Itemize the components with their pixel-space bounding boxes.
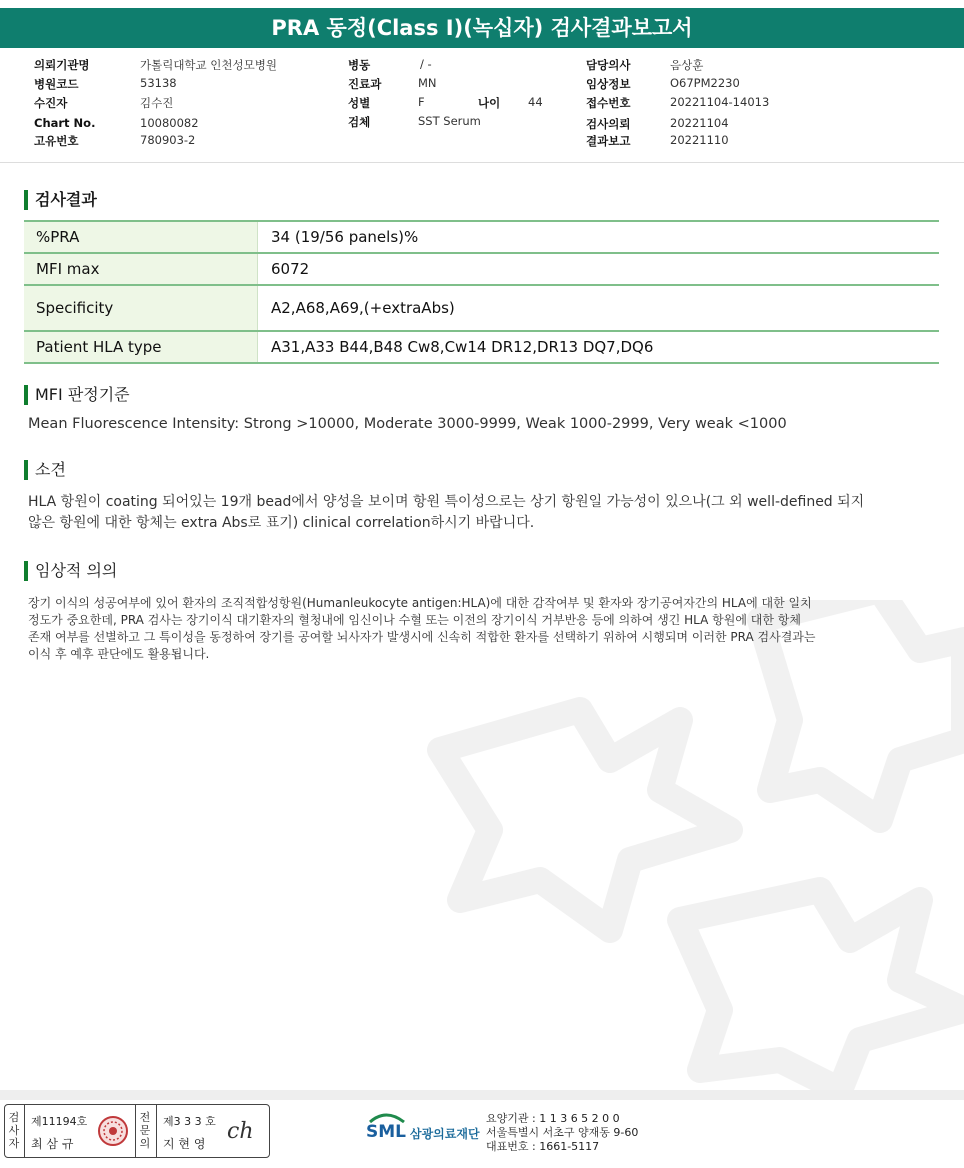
ward-value: / -: [420, 57, 432, 71]
result-key: Specificity: [24, 286, 258, 330]
request-date-value: 20221104: [670, 116, 729, 130]
tester-label-char: 검: [8, 1111, 20, 1124]
tester-label-char: 사: [8, 1124, 20, 1137]
chart-value: 10080082: [140, 116, 199, 130]
code-label: 병원코드: [34, 77, 79, 91]
tester-license-no: 제11194호: [31, 1115, 88, 1128]
age-value: 44: [528, 95, 543, 109]
clinical-info-value: O67PM2230: [670, 76, 740, 90]
watermark-puzzle-shapes: [380, 600, 964, 1090]
handwritten-signature: ch: [227, 1119, 254, 1144]
official-seal-icon: [97, 1115, 129, 1147]
patient-info-block: [0, 54, 964, 162]
patient-label: 수진자: [34, 96, 68, 110]
sex-label: 성별: [348, 96, 371, 110]
reviewer-label-char: 문: [139, 1124, 151, 1137]
specimen-label: 검체: [348, 115, 371, 129]
doctor-label: 담당의사: [586, 58, 631, 72]
report-title: PRA 동정(Class I)(녹십자) 검사결과보고서: [0, 8, 964, 48]
results-table: [24, 220, 939, 364]
tester-name: 최 삼 규: [31, 1137, 74, 1151]
mfi-heading: MFI 판정기준: [24, 385, 130, 405]
result-key: %PRA: [24, 222, 258, 252]
organization-name: 삼광의료재단: [410, 1127, 480, 1141]
mfi-criteria-text: Mean Fluorescence Intensity: Strong >10000, Moderate 3000-9999, Weak 1000-2999, Very weak <1000: [28, 416, 787, 432]
result-value: 34 (19/56 panels)%: [271, 228, 419, 246]
report-date-value: 20221110: [670, 133, 729, 147]
signature-separator: [24, 1105, 25, 1157]
request-date-label: 검사의뢰: [586, 117, 631, 131]
table-row: [24, 222, 939, 254]
signature-separator: [156, 1105, 157, 1157]
clinical-significance-heading: 임상적 의의: [24, 561, 117, 581]
table-row: [24, 286, 939, 332]
result-key: Patient HLA type: [24, 332, 258, 362]
tester-label-char: 자: [8, 1137, 20, 1150]
id-label: 고유번호: [34, 134, 79, 148]
reviewer-label: [139, 1111, 151, 1150]
table-row: [24, 332, 939, 364]
table-row: [24, 254, 939, 286]
reviewer-label-char: 전: [139, 1111, 151, 1124]
id-value: 780903-2: [140, 133, 196, 147]
dept-value: MN: [418, 76, 437, 90]
institution-code: 요양기관 : 1 1 3 6 5 2 0 0: [486, 1112, 620, 1125]
hospital-label: 의뢰기관명: [34, 58, 90, 72]
clinical-line-2: 정도가 중요한데, PRA 검사는 장기이식 대기환자의 혈청내에 임신이나 수혈 또는 이전의 장기이식 거부반응 등에 의하여 생긴 HLA 항원에 대한 항체: [28, 613, 801, 627]
finding-line-2: 않은 항원에 대한 항체는 extra Abs로 표기) clinical correlation하시기 바랍니다.: [28, 515, 535, 531]
clinical-line-3: 존재 여부를 선별하고 그 특이성을 동정하여 장기를 공여할 뇌사자가 발생시에 신속히 적합한 환자를 선택하기 위하여 시행되며 이러한 PRA 검사결과는: [28, 630, 816, 644]
footer-divider: [0, 1090, 964, 1100]
finding-line-1: HLA 항원이 coating 되어있는 19개 bead에서 양성을 보이며 항원 특이성으로는 상기 항원일 가능성이 있으나(그 외 well-defined 되지: [28, 494, 865, 510]
signature-separator: [135, 1105, 136, 1157]
sml-logo-text: SML: [366, 1122, 406, 1142]
tester-label: [8, 1111, 20, 1150]
result-value: 6072: [271, 260, 310, 278]
age-label: 나이: [478, 96, 501, 110]
finding-heading: 소견: [24, 460, 66, 480]
reviewer-name: 지 현 영: [163, 1137, 206, 1151]
clinical-line-1: 장기 이식의 성공여부에 있어 환자의 조직적합성항원(Humanleukocyte antigen:HLA)에 대한 감작여부 및 환자와 장기공여자간의 HLA에 대한 일치: [28, 596, 812, 610]
results-heading: 검사결과: [24, 190, 97, 210]
chart-label: Chart No.: [34, 116, 96, 130]
hospital-value: 가톨릭대학교 인천성모병원: [140, 58, 277, 72]
specimen-value: SST Serum: [418, 114, 481, 128]
receipt-label: 접수번호: [586, 96, 631, 110]
clinical-info-label: 임상정보: [586, 77, 631, 91]
reviewer-label-char: 의: [139, 1137, 151, 1150]
reviewer-license-no: 제3 3 3 호: [163, 1115, 216, 1128]
result-key: MFI max: [24, 254, 258, 284]
address-line: 서울특별시 서초구 양재동 9-60: [486, 1126, 639, 1139]
dept-label: 진료과: [348, 77, 382, 91]
signature-box: [4, 1104, 270, 1158]
patient-value: 김수진: [140, 96, 174, 110]
result-value: A31,A33 B44,B48 Cw8,Cw14 DR12,DR13 DQ7,DQ6: [271, 338, 654, 356]
ward-label: 병동: [348, 58, 371, 72]
phone-line: 대표번호 : 1661-5117: [486, 1140, 600, 1153]
code-value: 53138: [140, 76, 177, 90]
result-value: A2,A68,A69,(+extraAbs): [271, 299, 455, 317]
sex-value: F: [418, 95, 425, 109]
info-divider: [0, 162, 964, 163]
report-date-label: 결과보고: [586, 134, 631, 148]
clinical-line-4: 이식 후 예후 판단에도 활용됩니다.: [28, 647, 210, 661]
organization-address: [486, 1112, 638, 1154]
doctor-value: 음상훈: [670, 58, 704, 72]
receipt-value: 20221104-14013: [670, 95, 770, 109]
